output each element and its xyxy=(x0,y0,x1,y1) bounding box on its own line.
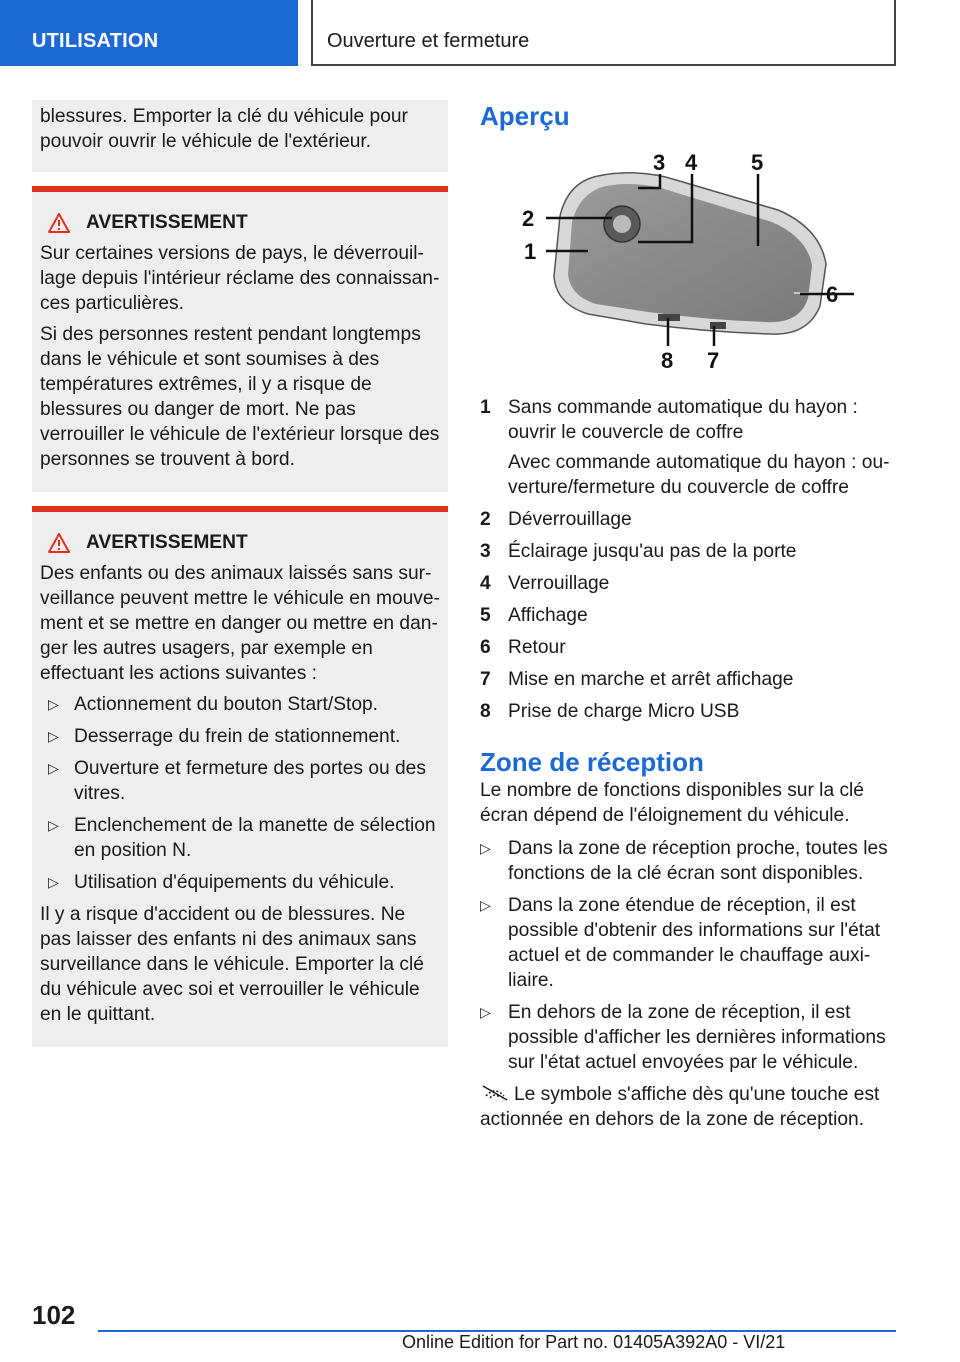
warning-triangle-icon xyxy=(48,533,70,553)
page-header xyxy=(0,0,960,66)
footer-edition: Online Edition for Part no. 01405A392A0 - VI/21 xyxy=(402,1332,786,1352)
zone-bullet-list xyxy=(480,836,890,1075)
callout-5: 5 xyxy=(751,150,764,175)
section-tab xyxy=(0,0,298,66)
display-key-illustration xyxy=(508,146,854,378)
section-title: UTILISATION xyxy=(32,30,159,52)
list-item: ▷ Actionnement du bouton Start/Stop. xyxy=(48,694,379,715)
callout-8: 8 xyxy=(661,348,674,373)
warning1-paragraph-1: Sur certaines versions de pays, le déverrouillage depuis l'intérieur réclame des connaissances particulières. xyxy=(40,243,440,314)
list-item: 3 Éclairage jusqu'au pas de la porte xyxy=(480,541,797,562)
callout-2: 2 xyxy=(522,206,535,231)
list-item: 2 Déverrouillage xyxy=(480,509,632,530)
warning-box-2 xyxy=(32,506,448,1047)
callout-7: 7 xyxy=(707,348,720,373)
callout-6: 6 xyxy=(826,282,839,307)
intro-box xyxy=(32,100,448,172)
callout-1: 1 xyxy=(524,239,537,264)
zone-intro: Le nombre de fonctions disponibles sur la clé écran dépend de l'éloignement du véhicule. xyxy=(480,780,864,826)
triangle-bullet-icon: ▷ xyxy=(480,897,491,913)
warning-title-2: AVERTISSEMENT xyxy=(40,530,440,555)
legend-list xyxy=(480,395,890,724)
list-item: 4 Verrouillage xyxy=(480,573,610,594)
chapter-tab xyxy=(311,0,896,66)
warning2-bullet-list xyxy=(40,692,440,895)
triangle-bullet-icon: ▷ xyxy=(480,1004,491,1020)
triangle-bullet-icon: ▷ xyxy=(480,840,491,856)
right-column xyxy=(480,100,890,1132)
overview-heading: Aperçu xyxy=(480,101,570,131)
list-item: ▷ Dans la zone étendue de réception, il est possible d'obtenir des informations sur l'état actuel et de commander le chauffage auxiliaire. xyxy=(480,895,881,991)
zone-note: Le symbole s'affiche dès qu'une touche est actionnée en dehors de la zone de réception. xyxy=(480,1084,880,1130)
list-item: ▷ En dehors de la zone de réception, il est possible d'afficher les dernières informations sur l'état actuel envoyées par le véhicule. xyxy=(480,1002,886,1073)
no-signal-icon xyxy=(480,1084,510,1102)
zone-heading: Zone de réception xyxy=(480,747,704,777)
chapter-title: Ouverture et fermeture xyxy=(327,30,530,52)
warning1-paragraph-2: Si des personnes restent pendant longtemps dans le véhicule et sont soumises à des températures extrêmes, il y a risque de blessures ou danger de mort. Ne pas verrouiller le véhicule de l'extérieur lorsque des personnes se trouvent à bord. xyxy=(40,324,440,470)
triangle-bullet-icon: ▷ xyxy=(48,817,59,833)
warning2-paragraph-1: Des enfants ou des animaux laissés sans surveillance peuvent mettre le véhicule en mouvement et se mettre en danger ou mettre en danger les autres usagers, par exemple en effectuant les actions suivantes : xyxy=(40,563,440,684)
warning-box-1 xyxy=(32,186,448,492)
list-item: 1 Sans commande automatique du hayon : ouvrir le couvercle de coffre Avec commande automatique du hayon : ouverture/fermeture du couvercle de coffre xyxy=(480,397,890,498)
warning-triangle-icon xyxy=(48,213,70,233)
list-item: 7 Mise en marche et arrêt affichage xyxy=(480,669,794,690)
list-item: 5 Affichage xyxy=(480,605,588,626)
warning2-paragraph-2: Il y a risque d'accident ou de blessures. Ne pas laisser des enfants ni des animaux sans surveillance dans le véhicule. Emporter la clé du véhicule avec soi et verrouiller le véhicule en le quittant. xyxy=(40,904,424,1025)
intro-text: blessures. Emporter la clé du véhicule pour pouvoir ouvrir le véhicule de l'extérieur. xyxy=(40,106,408,152)
warning-title-1: AVERTISSEMENT xyxy=(40,210,440,235)
list-item: ▷ Desserrage du frein de stationnement. xyxy=(48,726,401,747)
list-item: 6 Retour xyxy=(480,637,566,658)
list-item: 8 Prise de charge Micro USB xyxy=(480,701,740,722)
triangle-bullet-icon: ▷ xyxy=(48,696,59,712)
triangle-bullet-icon: ▷ xyxy=(48,760,59,776)
callout-4: 4 xyxy=(685,150,698,175)
list-item: ▷ Ouverture et fermeture des portes ou des vitres. xyxy=(48,758,426,804)
left-column xyxy=(32,100,448,1047)
triangle-bullet-icon: ▷ xyxy=(48,728,59,744)
list-item: ▷ Enclenchement de la manette de sélection en position N. xyxy=(48,815,436,861)
triangle-bullet-icon: ▷ xyxy=(48,874,59,890)
callout-3: 3 xyxy=(653,150,666,175)
list-item: ▷ Dans la zone de réception proche, toutes les fonctions de la clé écran sont disponibles. xyxy=(480,838,888,884)
page-number: 102 xyxy=(32,1300,76,1330)
list-item: ▷ Utilisation d'équipements du véhicule. xyxy=(48,872,395,893)
